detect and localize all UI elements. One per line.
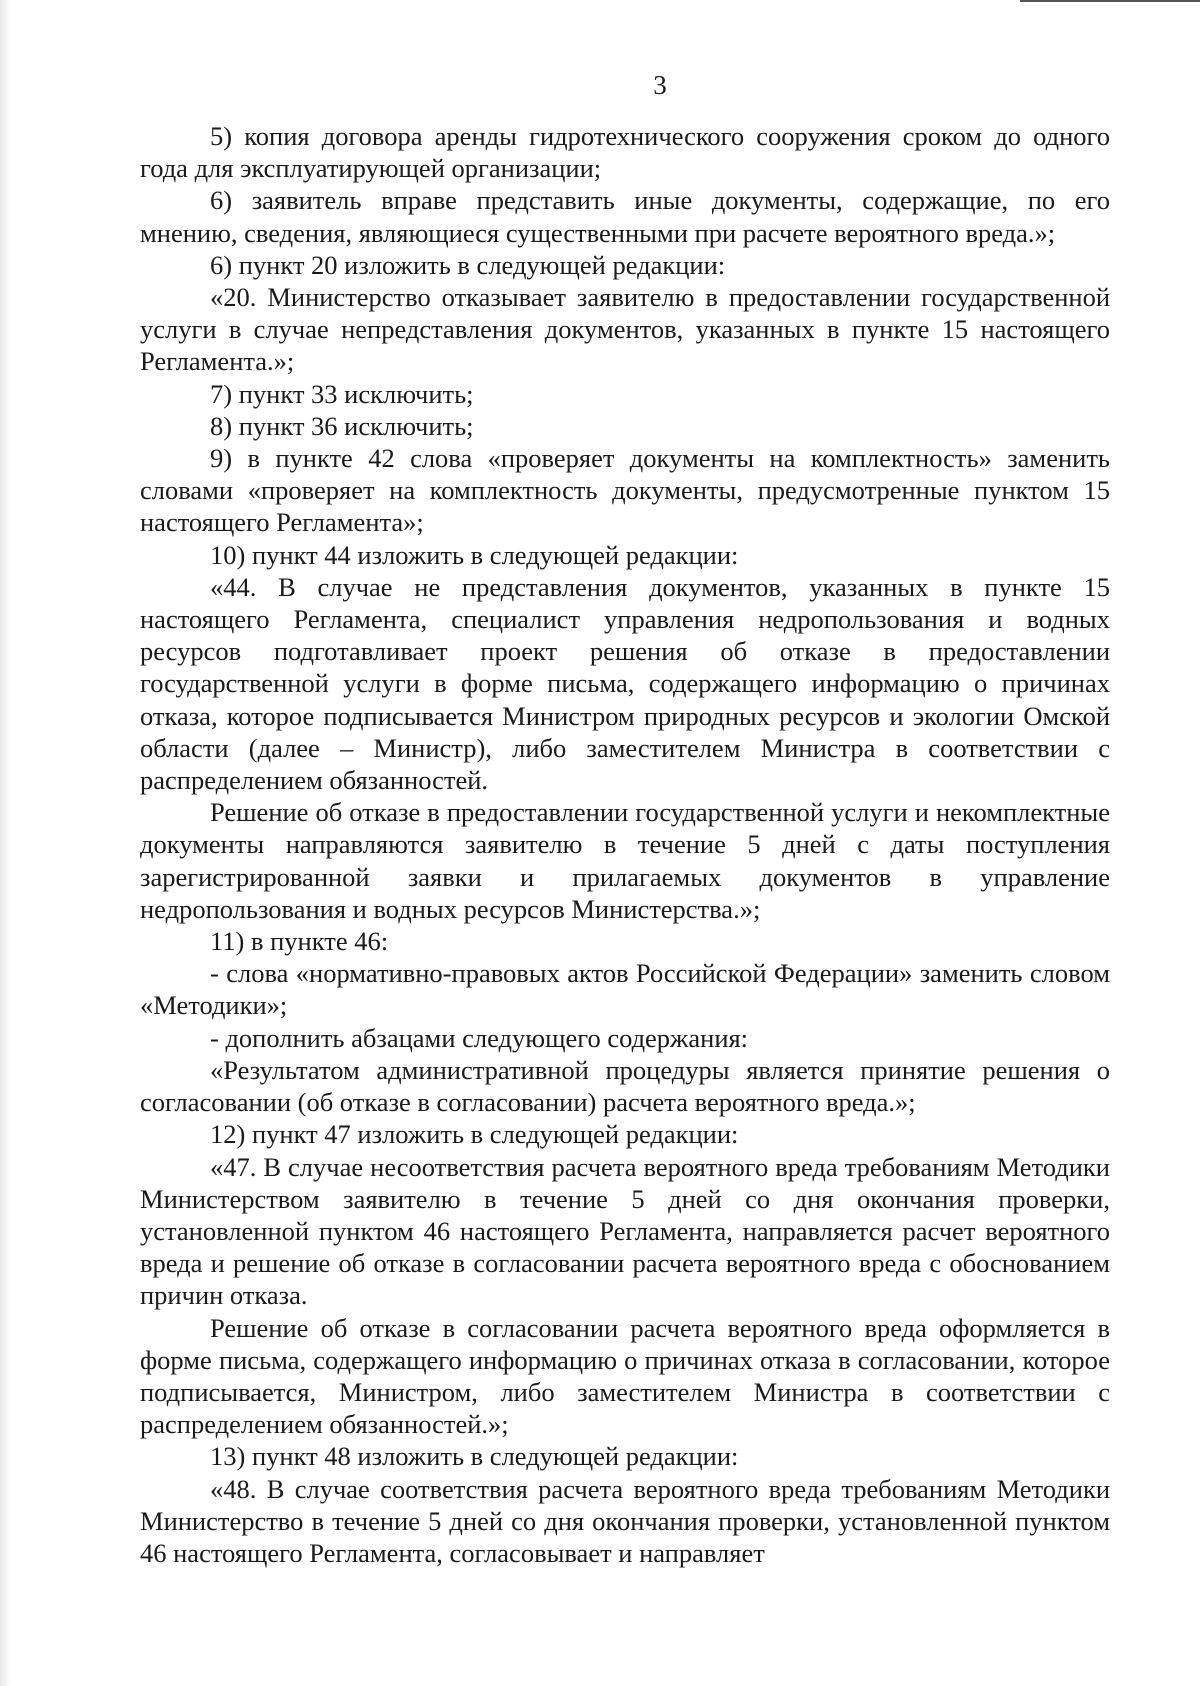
paragraph-clause-44-decision: Решение об отказе в предоставлении государственной услуги и некомплектные документы направляются заявителю в течение 5 дней с даты поступления зарегистрированной заявки и прилагаемых документов в управление недропользования и водных ресурсов Министерства.»;	[140, 797, 1110, 924]
paragraph-amend-13: 13) пункт 48 изложить в следующей редакции:	[210, 1441, 739, 1472]
paragraph-amend-7: 7) пункт 33 исключить;	[210, 378, 474, 409]
paragraph-item-6: 6) заявитель вправе представить иные документы, содержащие, по его мнению, сведения, являющиеся существенными при расчете вероятного вреда.»;	[140, 185, 1110, 248]
paragraph-amend-11: 11) в пункте 46:	[210, 926, 389, 957]
paragraph-clause-44: «44. В случае не представления документов, указанных в пункте 15 настоящего Регламента, специалист управления недропользования и водных ресурсов подготавливает проект решения об отказе в предоставлении государственной услуги в форме письма, содержащего информацию о причинах отказа, которое подписывается Министром природных ресурсов и экологии Омской области (далее – Министр), либо заместителем Министра в соответствии с распределением обязанностей.	[140, 571, 1110, 796]
paragraph-amend-12: 12) пункт 47 изложить в следующей редакции:	[210, 1119, 739, 1150]
page-number: 3	[653, 70, 667, 100]
document-body	[140, 120, 1110, 1569]
paragraph-clause-20: «20. Министерство отказывает заявителю в предоставлении государственной услуги в случае непредставления документов, указанных в пункте 15 настоящего Регламента.»;	[140, 282, 1110, 377]
paragraph-item-5: 5) копия договора аренды гидротехнического сооружения сроком до одного года для эксплуатирующей организации;	[140, 121, 1110, 184]
paragraph-amend-9: 9) в пункте 42 слова «проверяет документы на комплектность» заменить словами «проверяет на комплектность документы, предусмотренные пунктом 15 настоящего Регламента»;	[140, 443, 1110, 538]
paragraph-amend-11-result: «Результатом административной процедуры является принятие решения о согласовании (об отказе в согласовании) расчета вероятного вреда.»;	[140, 1054, 1110, 1118]
scan-edge-shadow	[0, 0, 10, 1686]
paragraph-clause-47-decision: Решение об отказе в согласовании расчета вероятного вреда оформляется в форме письма, содержащего информацию о причинах отказа в согласовании, которое подписывается, Министром, либо заместителем Министра в соответствии с распределением обязанностей.»;	[140, 1312, 1110, 1440]
scan-top-line	[1020, 0, 1200, 2]
paragraph-amend-6: 6) пункт 20 изложить в следующей редакции:	[210, 249, 726, 280]
paragraph-clause-47: «47. В случае несоответствия расчета вероятного вреда требованиям Методики Министерством заявителю в течение 5 дней со дня окончания проверки, установленной пунктом 46 настоящего Регламента, направляется расчет вероятного вреда и решение об отказе в согласовании расчета вероятного вреда с обоснованием причин отказа.	[140, 1151, 1110, 1311]
paragraph-amend-11-words: - слова «нормативно-правовых актов Российской Федерации» заменить словом «Методики»;	[140, 958, 1110, 1021]
paragraph-clause-48: «48. В случае соответствия расчета вероятного вреда требованиям Методики Министерство в течение 5 дней со дня окончания проверки, установленной пунктом 46 настоящего Регламента, согласовывает и направляет	[140, 1473, 1110, 1568]
paragraph-amend-10: 10) пункт 44 изложить в следующей редакции:	[210, 539, 739, 570]
paragraph-amend-11-add: - дополнить абзацами следующего содержания:	[210, 1022, 749, 1053]
paragraph-amend-8: 8) пункт 36 исключить;	[210, 410, 474, 441]
